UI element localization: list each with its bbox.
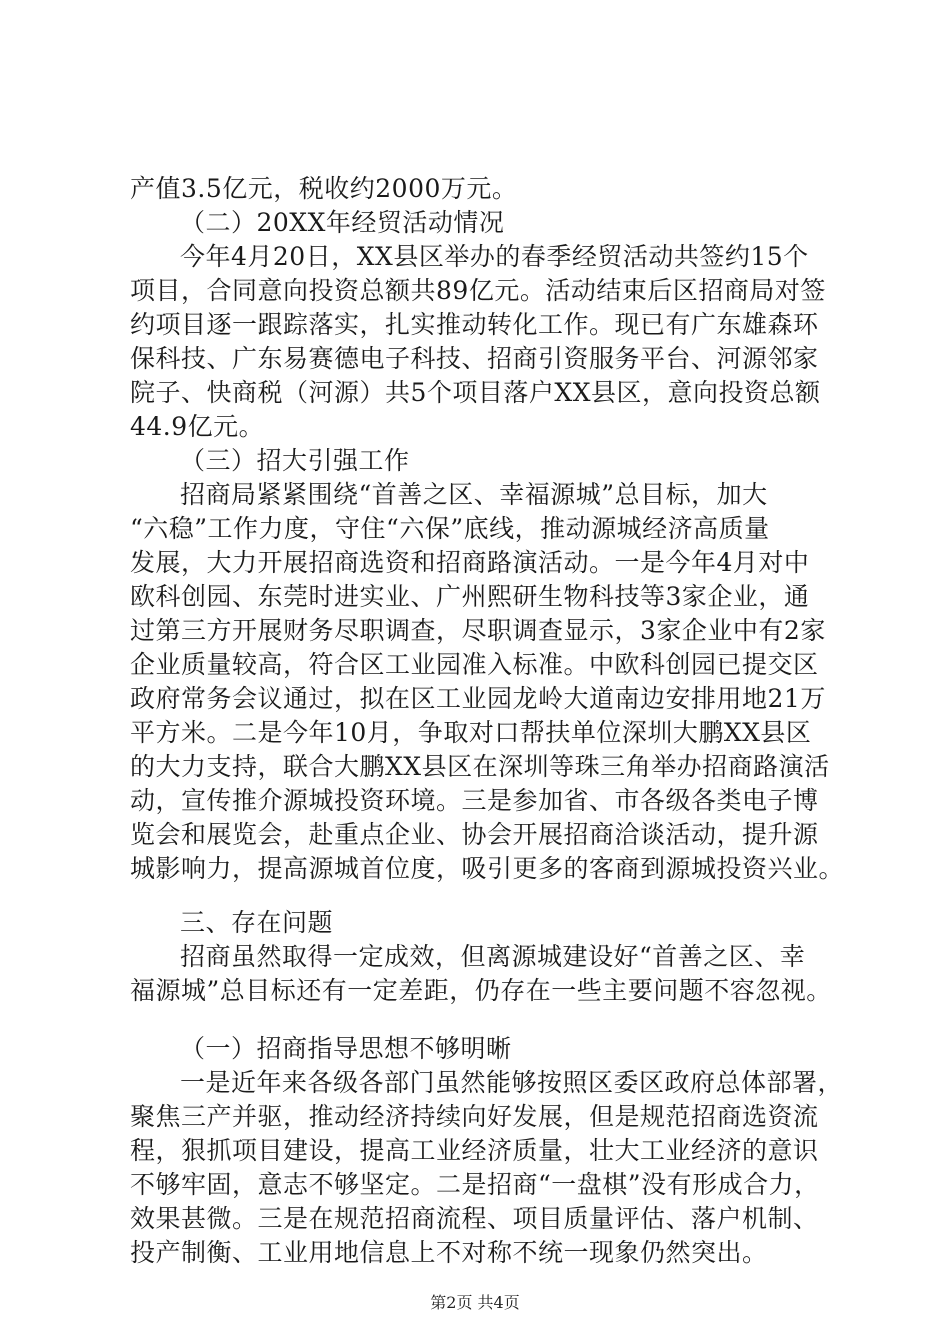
page-number: 第2页 共4页 [430,1293,520,1312]
text-line: 平方米。二是今年10月，争取对口帮扶单位深圳大鹏XX县区 [130,718,812,747]
section-heading: （三）招大引强工作 [180,446,410,475]
text-line: 聚焦三产并驱，推动经济持续向好发展，但是规范招商选资流 [130,1102,819,1131]
text-line: 动，宣传推介源城投资环境。三是参加省、市各级各类电子博 [130,786,819,815]
text-line: 效果甚微。三是在规范招商流程、项目质量评估、落户机制、 [130,1204,819,1233]
section-heading: （一）招商指导思想不够明晰 [180,1034,512,1063]
text-line: 招商局紧紧围绕“首善之区、幸福源城”总目标，加大 [180,480,768,509]
text-line: 政府常务会议通过，拟在区工业园龙岭大道南边安排用地21万 [130,684,826,713]
text-line: 城影响力，提高源城首位度，吸引更多的客商到源城投资兴业。 [130,854,845,883]
text-line: 44.9亿元。 [130,412,265,441]
text-line: 福源城”总目标还有一定差距，仍存在一些主要问题不容忽视。 [130,976,832,1005]
text-line: 投产制衡、工业用地信息上不对称不统一现象仍然突出。 [130,1238,768,1267]
text-line: 企业质量较高，符合区工业园准入标准。中欧科创园已提交区 [130,650,819,679]
section-heading: （二）20XX年经贸活动情况 [180,208,505,237]
text-line: 约项目逐一跟踪落实，扎实推动转化工作。现已有广东雄森环 [130,310,819,339]
text-line: 招商虽然取得一定成效，但离源城建设好“首善之区、幸 [180,942,806,971]
text-line: 今年4月20日，XX县区举办的春季经贸活动共签约15个 [180,242,809,271]
text-line: 产值3.5亿元，税收约2000万元。 [130,174,518,203]
text-line: 欧科创园、东莞时进实业、广州熙研生物科技等3家企业，通 [130,582,810,611]
text-line: 保科技、广东易赛德电子科技、招商引资服务平台、河源邻家 [130,344,819,373]
text-line: “六稳”工作力度，守住“六保”底线，推动源城经济高质量 [130,514,770,543]
text-line: 过第三方开展财务尽职调查，尽职调查显示，3家企业中有2家 [130,616,826,645]
text-line: 院子、快商税（河源）共5个项目落户XX县区，意向投资总额 [130,378,821,407]
text-line: 一是近年来各级各部门虽然能够按照区委区政府总体部署， [180,1068,844,1097]
text-line: 程，狠抓项目建设，提高工业经济质量，壮大工业经济的意识 [130,1136,819,1165]
text-line: 项目，合同意向投资总额共89亿元。活动结束后区招商局对签 [130,276,826,305]
text-line: 览会和展览会，赴重点企业、协会开展招商洽谈活动，提升源 [130,820,819,849]
section-heading: 三、存在问题 [180,908,334,937]
text-line: 不够牢固，意志不够坚定。二是招商“一盘棋”没有形成合力， [130,1170,820,1199]
text-line: 发展，大力开展招商选资和招商路演活动。一是今年4月对中 [130,548,810,577]
text-line: 的大力支持，联合大鹏XX县区在深圳等珠三角举办招商路演活 [130,752,830,781]
